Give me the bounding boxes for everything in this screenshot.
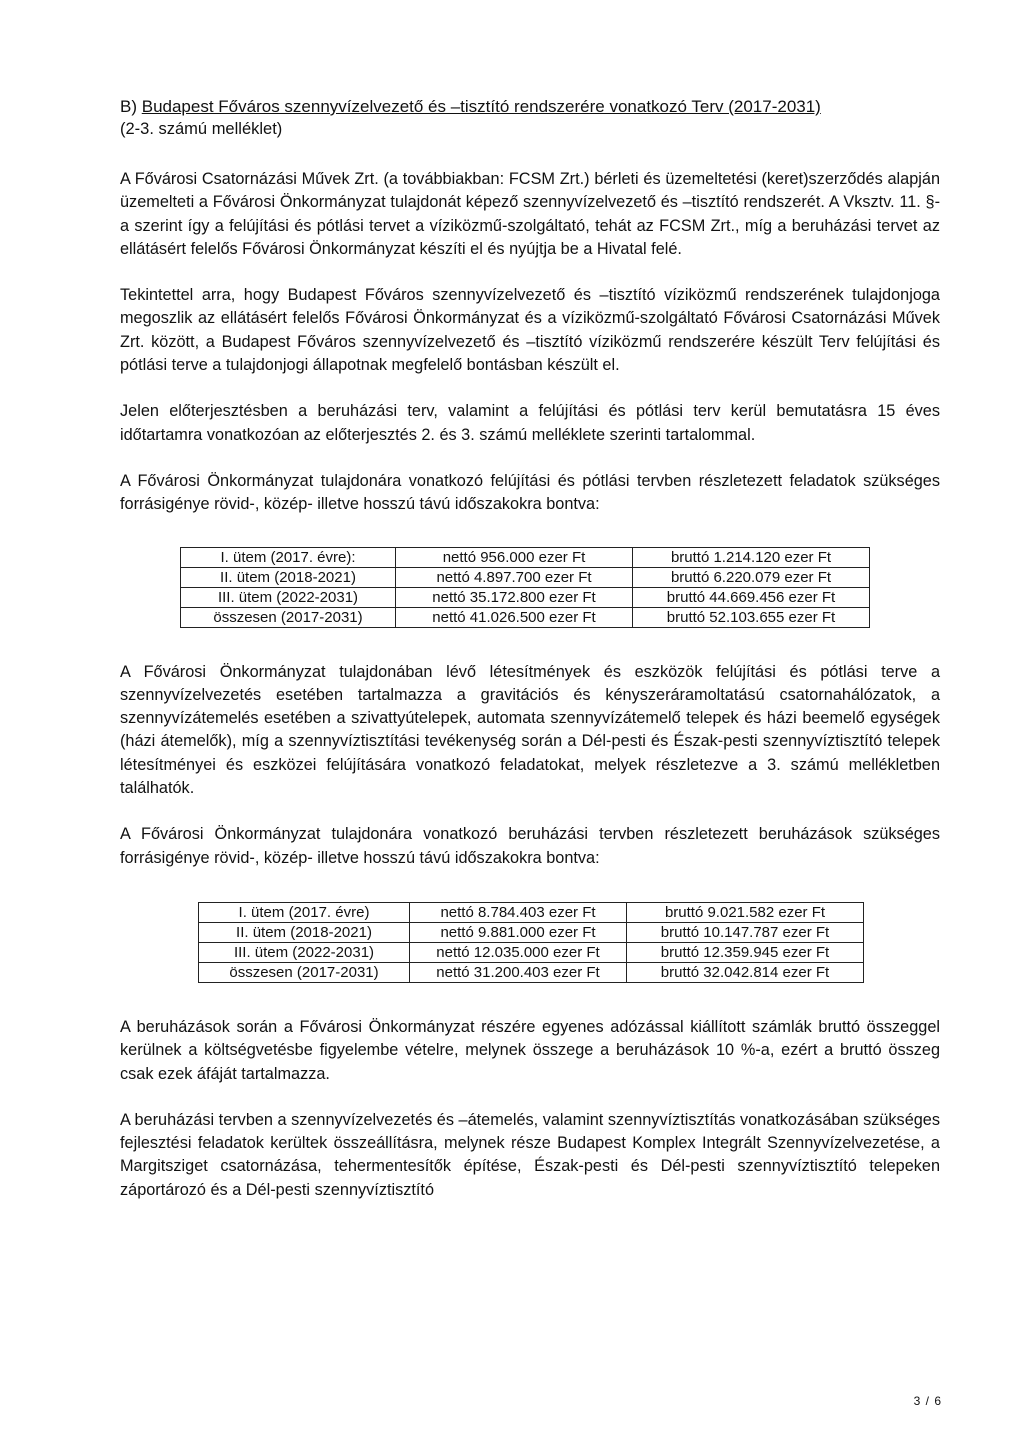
table-cell-net: nettó 31.200.403 ezer Ft (410, 962, 627, 982)
investment-cost-table (198, 902, 864, 983)
table-cell-phase: összesen (2017-2031) (181, 607, 396, 627)
table-cell-net: nettó 35.172.800 ezer Ft (396, 587, 633, 607)
paragraph-operator: A Fővárosi Csatornázási Művek Zrt. (a továbbiakban: FCSM Zrt.) bérleti és üzemeltetési (keret)szerződés alapján üzemelteti a Fővárosi Önkormányzat tulajdonát képező szennyvízelvezető és –tisztító rendszerét. A Vksztv. 11. §-a szerint így a felújítási és pótlási tervet a víziközmű-szolgáltató, tehát az FCSM Zrt., míg a beruházási tervet az ellátásért felelős Fővárosi Önkormányzat készíti el és nyújtja be a Hivatal felé. (120, 170, 940, 258)
table-row (199, 922, 864, 942)
table-cell-phase: II. ütem (2018-2021) (181, 567, 396, 587)
paragraph-invoicing: A beruházások során a Fővárosi Önkormányzat részére egyenes adózással kiállított számlák bruttó összeggel kerülnek a költségvetésbe figyelembe vételre, melynek összege a beruházások 10 %-a, ezért a bruttó összeg csak ezek áfáját tartalmazza. (120, 1017, 940, 1083)
section-heading (120, 96, 940, 118)
section-subtitle: (2-3. számú melléklet) (120, 120, 283, 138)
paragraph-scope: Jelen előterjesztésben a beruházási terv, valamint a felújítási és pótlási terv kerül bemutatásra 15 éves időtartamra vonatkozóan az előterjesztés 2. és 3. számú melléklete szerinti tartalommal. (120, 402, 940, 444)
table-row (181, 567, 870, 587)
table-cell-gross: bruttó 12.359.945 ezer Ft (627, 942, 864, 962)
paragraph-investment-intro: A Fővárosi Önkormányzat tulajdonára vonatkozó beruházási tervben részletezett beruházások szükséges forrásigénye rövid-, közép- illetve hosszú távú időszakokra bontva: (120, 825, 940, 867)
table-row (181, 607, 870, 627)
table-cell-gross: bruttó 44.669.456 ezer Ft (633, 587, 870, 607)
table-cell-gross: bruttó 6.220.079 ezer Ft (633, 567, 870, 587)
table-row (181, 547, 870, 567)
paragraph-renovation-intro: A Fővárosi Önkormányzat tulajdonára vonatkozó felújítási és pótlási tervben részletezett feladatok szükséges forrásigénye rövid-, közép- illetve hosszú távú időszakokra bontva: (120, 471, 940, 514)
document-page (120, 96, 940, 1202)
table-row (199, 962, 864, 982)
table-cell-phase: II. ütem (2018-2021) (199, 922, 410, 942)
table-cell-net: nettó 8.784.403 ezer Ft (410, 902, 627, 922)
table-cell-net: nettó 4.897.700 ezer Ft (396, 567, 633, 587)
table-cell-phase: III. ütem (2022-2031) (181, 587, 396, 607)
table-cell-phase: I. ütem (2017. évre) (199, 902, 410, 922)
table-cell-phase: I. ütem (2017. évre): (181, 547, 396, 567)
paragraph-ownership: Tekintettel arra, hogy Budapest Főváros szennyvízelvezető és –tisztító víziközmű rendszerének tulajdonjoga megoszlik az ellátásért felelős Fővárosi Önkormányzat és a víziközmű-szolgáltató Fővárosi Csatornázási Művek Zrt. között, a Budapest Főváros szennyvízelvezető és –tisztító víziközmű rendszerére készült Terv felújítási és pótlási terve a tulajdonjogi állapotnak megfelelő bontásban készült el. (120, 286, 940, 375)
table-cell-net: nettó 956.000 ezer Ft (396, 547, 633, 567)
table-cell-gross: bruttó 9.021.582 ezer Ft (627, 902, 864, 922)
table-cell-net: nettó 41.026.500 ezer Ft (396, 607, 633, 627)
page-number: 3 / 6 (913, 1394, 942, 1408)
section-letter: B) (120, 97, 142, 116)
table-cell-phase: összesen (2017-2031) (199, 962, 410, 982)
table-cell-gross: bruttó 1.214.120 ezer Ft (633, 547, 870, 567)
table-cell-net: nettó 9.881.000 ezer Ft (410, 922, 627, 942)
paragraph-renovation-details: A Fővárosi Önkormányzat tulajdonában lévő létesítmények és eszközök felújítási és pótlási terve a szennyvízelvezetés esetében tartalmazza a gravitációs és kényszeráramoltatású csatornahálózatok, a szennyvízátemelés esetében a szivattyútelepek, automata szennyvízátemelő telepek és házi beemelő egységek (házi átemelők), míg a szennyvíztisztítási tevékenység során a Dél-pesti és Észak-pesti szennyvíztisztító telepek létesítményei és eszközei felújítására vonatkozó feladatokat, melyek részletezve a 3. számú mellékletben találhatók. (120, 662, 940, 798)
table-row (199, 902, 864, 922)
table-cell-net: nettó 12.035.000 ezer Ft (410, 942, 627, 962)
table-cell-phase: III. ütem (2022-2031) (199, 942, 410, 962)
section-title: Budapest Főváros szennyvízelvezető és –tisztító rendszerére vonatkozó Terv (2017-2031) (141, 97, 821, 116)
table-row (181, 587, 870, 607)
table-cell-gross: bruttó 52.103.655 ezer Ft (633, 607, 870, 627)
paragraph-development-tasks: A beruházási tervben a szennyvízelvezetés és –átemelés, valamint szennyvíztisztítás vonatkozásában szükséges fejlesztési feladatok kerültek összeállításra, melynek része Budapest Komplex Integrált Szennyvízelvezetése, a Margitsziget csatornázása, tehermentesítők építése, Észak-pesti és Dél-pesti szennyvíztisztító telepeken záportározó és a Dél-pesti szennyvíztisztító (120, 1110, 940, 1199)
renovation-cost-table (180, 547, 870, 628)
table-cell-gross: bruttó 32.042.814 ezer Ft (627, 962, 864, 982)
table-cell-gross: bruttó 10.147.787 ezer Ft (627, 922, 864, 942)
table-row (199, 942, 864, 962)
